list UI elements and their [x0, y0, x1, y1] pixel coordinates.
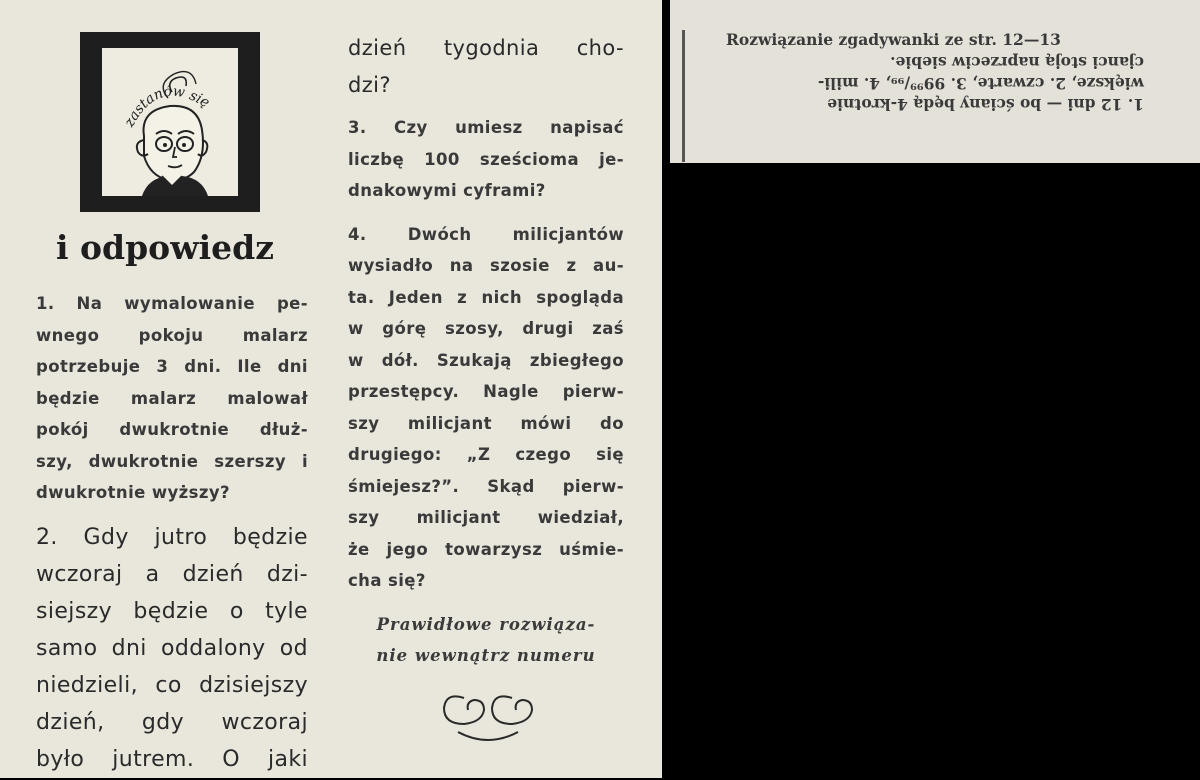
q2-line: niedzieli, co dzisiejszy	[36, 672, 308, 698]
q2-line: siejszy będzie o tyle	[36, 598, 308, 624]
q3-line: 3. Czy umiesz napisać	[348, 118, 624, 137]
q2-line: wczoraj a dzień dzi-	[36, 561, 308, 587]
column-left	[36, 288, 308, 778]
thinking-man-icon	[102, 48, 238, 196]
caption-handwriting: zastanów się	[121, 83, 213, 130]
note-line: Prawidłowe rozwiąza-	[376, 614, 596, 634]
q1-line: będzie malarz malował	[36, 388, 308, 408]
solution-box	[670, 0, 1200, 163]
cartoon-frame	[102, 48, 238, 196]
note-line: nie wewnątrz numeru	[376, 645, 596, 665]
q2-line: dzi?	[348, 73, 391, 97]
q4-line: śmiejesz?”. Skąd pierw-	[348, 476, 624, 496]
q4-line: przestępcy. Nagle pierw-	[348, 382, 624, 401]
question-2	[36, 519, 308, 778]
q4-line: w górę szosy, drugi zaś	[348, 319, 624, 338]
q3-line: liczbę 100 sześcioma je-	[348, 149, 624, 169]
q4-line: w dół. Szukają zbiegłego	[348, 350, 624, 370]
q2-line: dzień tygodnia cho-	[348, 36, 624, 60]
q2-line: było jutrem. O jaki	[36, 746, 308, 772]
solution-divider	[682, 30, 685, 162]
q4-line: że jego towarzysz uśmie-	[348, 539, 624, 559]
solution-line: 1. 12 dni — bo ściany będą 4-krotnie	[827, 95, 1144, 114]
q1-line: szy, dwukrotnie szerszy i	[36, 451, 308, 471]
solution-title: Rozwiązanie zgadywanki ze str. 12—13	[726, 30, 1061, 49]
q2-line: 2. Gdy jutro będzie	[36, 524, 308, 550]
question-1	[36, 288, 308, 509]
q4-line: szy milicjant wiedział,	[348, 508, 624, 527]
q1-line: potrzebuje 3 dni. Ile dni	[36, 357, 308, 376]
solution-line: cjanci stoją naprzeciw siebie.	[890, 53, 1144, 72]
q1-line: 1. Na wymalowanie pe-	[36, 294, 308, 313]
q4-line: ta. Jeden z nich spogląda	[348, 287, 624, 307]
page-heading: i odpowiedz	[56, 228, 274, 267]
q4-line: cha się?	[348, 571, 426, 590]
swirl-ornament-icon	[424, 670, 554, 750]
question-4	[348, 219, 624, 597]
q2-line: samo dni oddalony od	[36, 635, 308, 661]
q4-line: szy milicjant mówi do	[348, 413, 624, 433]
question-2-continuation	[348, 30, 624, 104]
q4-line: wysiadło na szosie z au-	[348, 256, 624, 275]
q1-line: pokój dwukrotnie dłuż-	[36, 420, 308, 439]
column-right	[348, 30, 624, 671]
question-3	[348, 112, 624, 207]
solution-upside-down-text	[708, 52, 1144, 115]
q1-line: dwukrotnie wyższy?	[36, 483, 231, 502]
q4-line: 4. Dwóch milicjantów	[348, 224, 624, 244]
q4-line: drugiego: „Z czego się	[348, 445, 624, 464]
q2-line: dzień, gdy wczoraj	[36, 709, 308, 735]
q3-line: dnakowymi cyframi?	[348, 181, 546, 200]
answer-note	[348, 609, 624, 671]
cartoon-illustration	[80, 32, 260, 212]
q1-line: wnego pokoju malarz	[36, 325, 308, 345]
solution-line: większe, 2. czwarte, 3. 99⁹⁹/₉₉, 4. mili-	[817, 74, 1144, 93]
